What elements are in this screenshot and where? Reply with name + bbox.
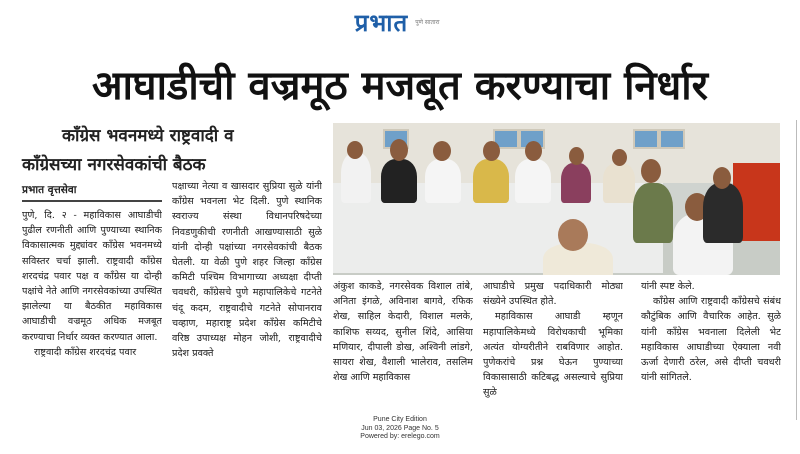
byline-divider	[22, 200, 162, 202]
subheadline-line-2: कॉंग्रेसच्या नगरसेवकांची बैठक	[22, 155, 206, 175]
article-column-2	[172, 179, 322, 419]
headline: आघाडीची वज्रमूठ मजबूत करण्याचा निर्धार	[92, 63, 708, 109]
page-footer	[0, 416, 800, 442]
article-column-3	[333, 279, 473, 419]
paragraph: राष्ट्रवादी कॉंग्रेस शरदचंद्र पवार	[34, 346, 137, 358]
byline: प्रभात वृत्तसेवा	[22, 184, 77, 196]
subheadline	[22, 122, 322, 180]
paragraph: पक्षाच्या नेत्या व खासदार सुप्रिया सुळे यांनी कॉंग्रेस भवनला भेट दिली. पुणे स्थानिक स्वराज्य संस्था विधानपरिषदेच्या निवडणुकीची रणनीती आखण्यासाठी सुळे यांनी दोन्ही पक्षांच्या नगरसेवकांची बैठक घेतली. या वेळी पुणे शहर जिल्हा कॉंग्रेस कमिटी पश्चिम विभागाच्या अध्यक्षा दीप्ती चवधरी, कॉंग्रेसचे पुणे महापालिकेचे गटनेते चंदू कदम, राष्ट्रवादीचे गटनेते सोपानराव चव्हाण, महाराष्ट्र प्रदेश कॉंग्रेस कमिटीचे वरिष्ठ उपाध्यक्ष मोहन जोशी, राष्ट्रवादीचे प्रदेश प्रवक्ते	[172, 181, 322, 360]
date-page-label: Jun 03, 2026 Page No. 5	[361, 424, 439, 432]
paragraph: यांनी स्पष्ट केले.	[641, 281, 695, 292]
masthead	[0, 6, 800, 40]
meeting-photo	[333, 123, 780, 275]
article-column-5	[641, 279, 781, 419]
newspaper-logo: प्रभात	[354, 9, 409, 37]
powered-by-label: Powered by: erelego.com	[360, 433, 440, 441]
edition-label: Pune City Edition	[373, 416, 427, 423]
paragraph: आघाडीचे प्रमुख पदाधिकारी मोठ्या संख्येने उपस्थित होते.	[483, 281, 623, 308]
page-edge	[796, 120, 800, 420]
paragraph: कॉंग्रेस आणि राष्ट्रवादी कॉंग्रेसचे संबंध कौटुंबिक आणि वैचारिक आहेत. सुळे यांनी कॉंग्रेस भवनाला दिलेली भेट महाविकास आघाडीच्या ऐक्याला नवी ऊर्जा देणारी ठरेल, असे दीप्ती चवधरी यांनी सांगितले.	[641, 296, 781, 384]
logo-tagline: पुणे सातारा	[415, 19, 440, 26]
paragraph: महाविकास आघाडी म्हणून महापालिकेमध्ये विरोधकाची भूमिका अत्यंत योग्यरीतीने राबविणार आहोत. पुणेकरांचे प्रश्न घेऊन पुण्याच्या विकासासाठी कटिबद्ध असल्याचे सुप्रिया सुळे	[483, 311, 623, 399]
article-column-1	[22, 208, 162, 418]
paragraph: पुणे, दि. २ - महाविकास आघाडीची पुढील रणनीती आणि पुण्याच्या स्थानिक विकासात्मक मुद्द्यांवर कॉंग्रेस भवनमध्ये सविस्तर चर्चा झाली. राष्ट्रवादी कॉंग्रेस शरदचंद्र पवार पक्ष व कॉंग्रेस या दोन्ही पक्षांचे नेते आणि नगरसेवकांच्या उपस्थित झालेल्या या बैठकीत महाविकास आघाडीची वज्रमूठ अधिक मजबूत करण्याचा निर्धार व्यक्त करण्यात आला.	[22, 210, 162, 343]
subheadline-line-1: कॉंग्रेस भवनमध्ये राष्ट्रवादी व	[62, 126, 234, 146]
paragraph: अंकुश काकडे, नगरसेवक विशाल तांबे, अनिता इंगळे, अविनाश बागवे, रफिक शेख, साहिल केदारी, विशाल मलके, काशिफ सय्यद, सुनील शिंदे, आसिया मणियार, दीपाली डोख, अश्विनी लांडगे, सायरा शेख, वैशाली भालेराव, तसलिम शेख आणि महाविकास	[333, 281, 473, 384]
article-column-4	[483, 279, 623, 419]
